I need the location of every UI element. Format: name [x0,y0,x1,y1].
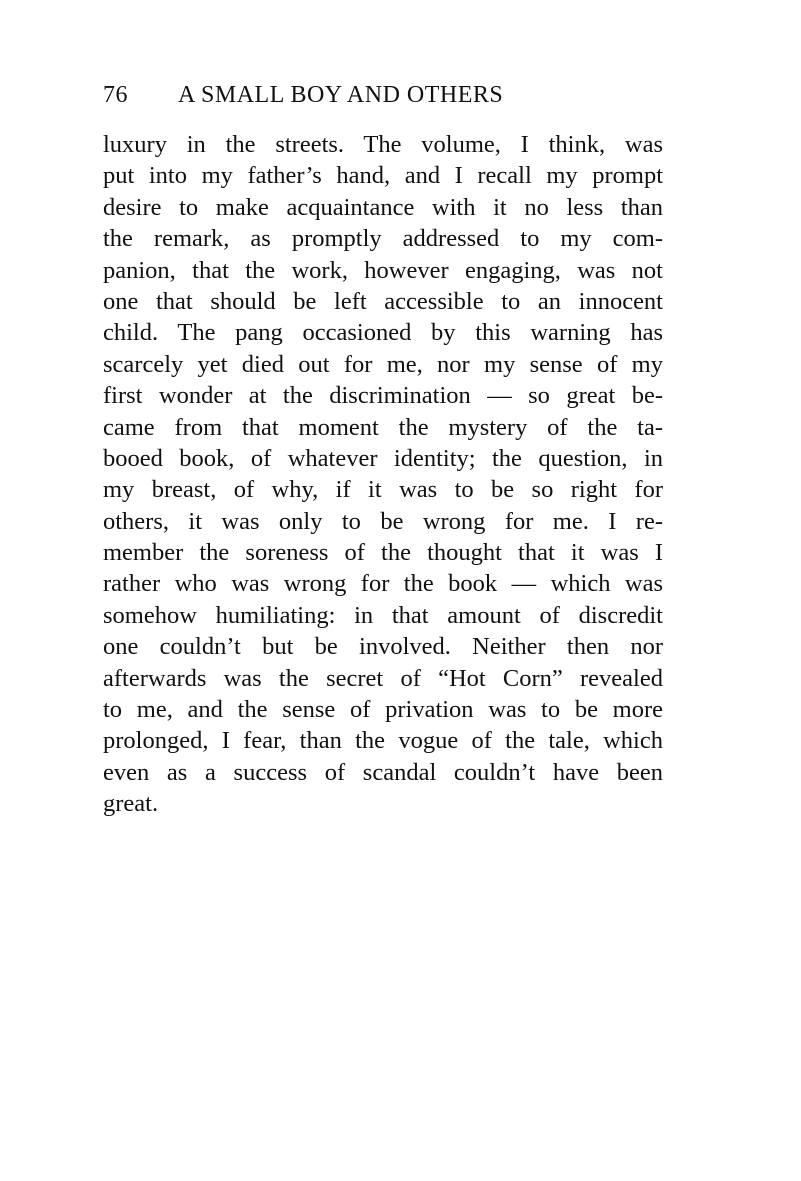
running-header [103,82,663,112]
text-line: one couldn’t but be involved. Neither then nor [103,633,663,661]
text-line: one that should be left accessible to an innocent [103,287,663,315]
text-line: even as a success of scandal couldn’t have been [103,758,663,786]
text-line: booed book, of whatever identity; the question, in [103,444,663,472]
text-line: great. [103,790,159,818]
text-line: luxury in the streets. The volume, I think, was [103,131,663,158]
text-line: to me, and the sense of privation was to be more [103,696,663,724]
text-line: rather who was wrong for the book — which was [103,570,663,598]
text-line: put into my father’s hand, and I recall my prompt [103,162,663,190]
running-title: A SMALL BOY AND OTHERS [178,82,504,108]
text-line: others, it was only to be wrong for me. I re- [103,507,663,535]
page-number: 76 [103,82,128,108]
text-line: came from that moment the mystery of the ta- [103,413,663,441]
text-line: child. The pang occasioned by this warning has [103,319,663,347]
text-line: desire to make acquaintance with it no less than [103,193,663,221]
text-line: the remark, as promptly addressed to my com- [103,225,663,253]
text-line: afterwards was the secret of “Hot Corn” revealed [103,664,663,692]
body-text [103,129,663,820]
text-line: prolonged, I fear, than the vogue of the tale, which [103,727,663,755]
text-line: member the soreness of the thought that it was I [103,539,663,567]
text-line: panion, that the work, however engaging, was not [103,256,663,284]
text-line: my breast, of why, if it was to be so right for [103,476,663,504]
text-line: scarcely yet died out for me, nor my sense of my [103,350,663,378]
text-line: first wonder at the discrimination — so great be- [103,382,663,410]
text-line: somehow humiliating: in that amount of discredit [103,601,663,629]
